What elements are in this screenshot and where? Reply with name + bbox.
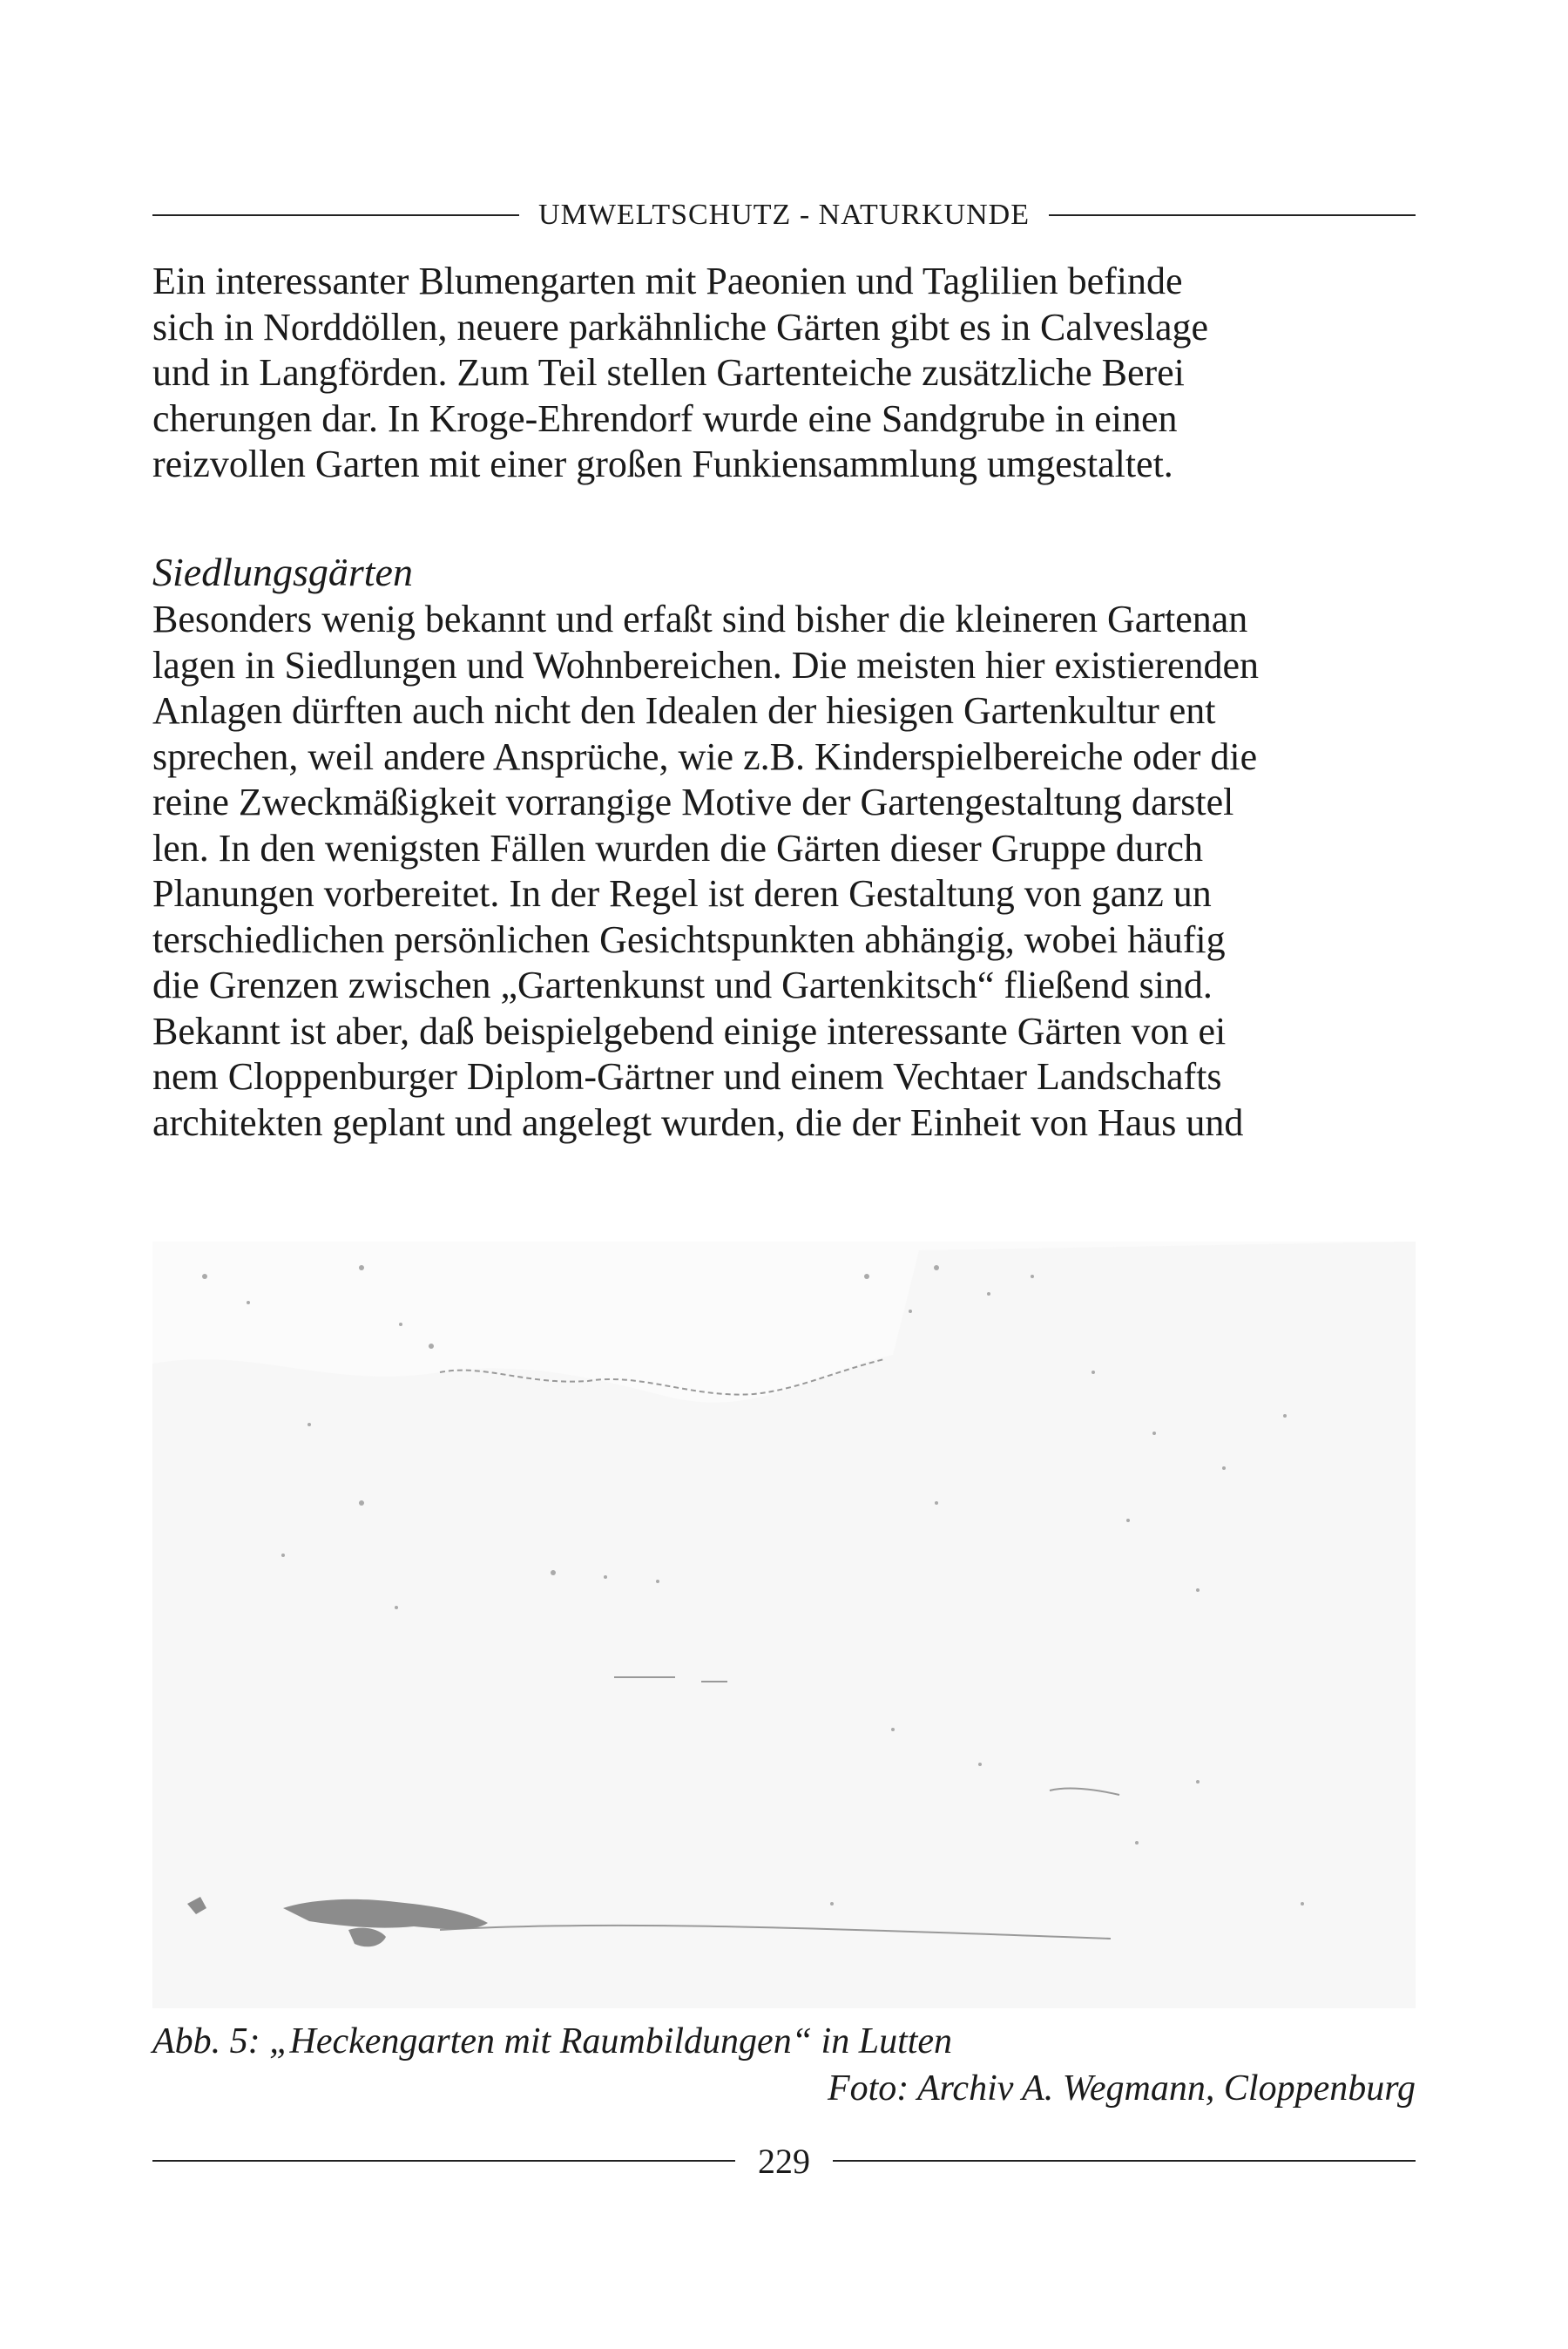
text-line: nem Cloppenburger Diplom-Gärtner und einem Vechtaer Landschafts <box>152 1055 1222 1098</box>
header-rule-left <box>152 214 519 216</box>
header-rule-right <box>1049 214 1416 216</box>
figure-credit: Foto: Archiv A. Wegmann, Cloppenburg <box>827 2068 1416 2109</box>
paragraph-1 <box>152 259 1416 488</box>
text-line: und in Langförden. Zum Teil stellen Gartenteiche zusätzliche Berei <box>152 351 1185 394</box>
text-line: Anlagen dürften auch nicht den Idealen der hiesigen Gartenkultur ent <box>152 689 1216 732</box>
text-line: reine Zweckmäßigkeit vorrangige Motive der Gartengestaltung darstel <box>152 781 1234 823</box>
figure-caption: Abb. 5: „Heckengarten mit Raumbildungen“ in Lutten <box>152 2021 953 2061</box>
footer-rule-right <box>833 2160 1416 2162</box>
header-title: UMWELTSCHUTZ - NATURKUNDE <box>538 199 1030 231</box>
running-header <box>152 193 1416 237</box>
page-number: 229 <box>758 2141 810 2181</box>
text-line: Besonders wenig bekannt und erfaßt sind bisher die kleineren Gartenan <box>152 598 1248 640</box>
text-line: terschiedlichen persönlichen Gesichtspunkten abhängig, wobei häufig <box>152 917 1226 961</box>
hedge-garden-photo <box>152 1242 1416 2008</box>
section-heading: Siedlungsgärten <box>152 550 413 594</box>
text-line: architekten geplant und angelegt wurden, die der Einheit von Haus und <box>152 1100 1244 1144</box>
paragraph-2 <box>152 597 1416 1146</box>
text-line: Bekannt ist aber, daß beispielgebend einige interessante Gärten von ei <box>152 1009 1227 1053</box>
text-line: sich in Norddöllen, neuere parkähnliche Gärten gibt es in Calveslage <box>152 305 1209 349</box>
text-line: die Grenzen zwischen „Gartenkunst und Gartenkitsch“ fließend sind. <box>152 964 1213 1006</box>
text-line: Planungen vorbereitet. In der Regel ist deren Gestaltung von ganz un <box>152 872 1212 915</box>
text-line: lagen in Siedlungen und Wohnbereichen. Die meisten hier existierenden <box>152 643 1260 687</box>
text-line: reizvollen Garten mit einer großen Funkiensammlung umgestaltet. <box>152 443 1173 485</box>
page-footer <box>152 2139 1416 2183</box>
text-line: len. In den wenigsten Fällen wurden die Gärten dieser Gruppe durch <box>152 826 1203 870</box>
text-line: sprechen, weil andere Ansprüche, wie z.B. Kinderspielbereiche oder die <box>152 734 1258 778</box>
text-line: cherungen dar. In Kroge-Ehrendorf wurde eine Sandgrube in einen <box>152 396 1178 440</box>
text-line: Ein interessanter Blumengarten mit Paeonien und Taglilien befinde <box>152 260 1183 302</box>
photo-illustration <box>152 1242 1416 2008</box>
footer-rule-left <box>152 2160 735 2162</box>
